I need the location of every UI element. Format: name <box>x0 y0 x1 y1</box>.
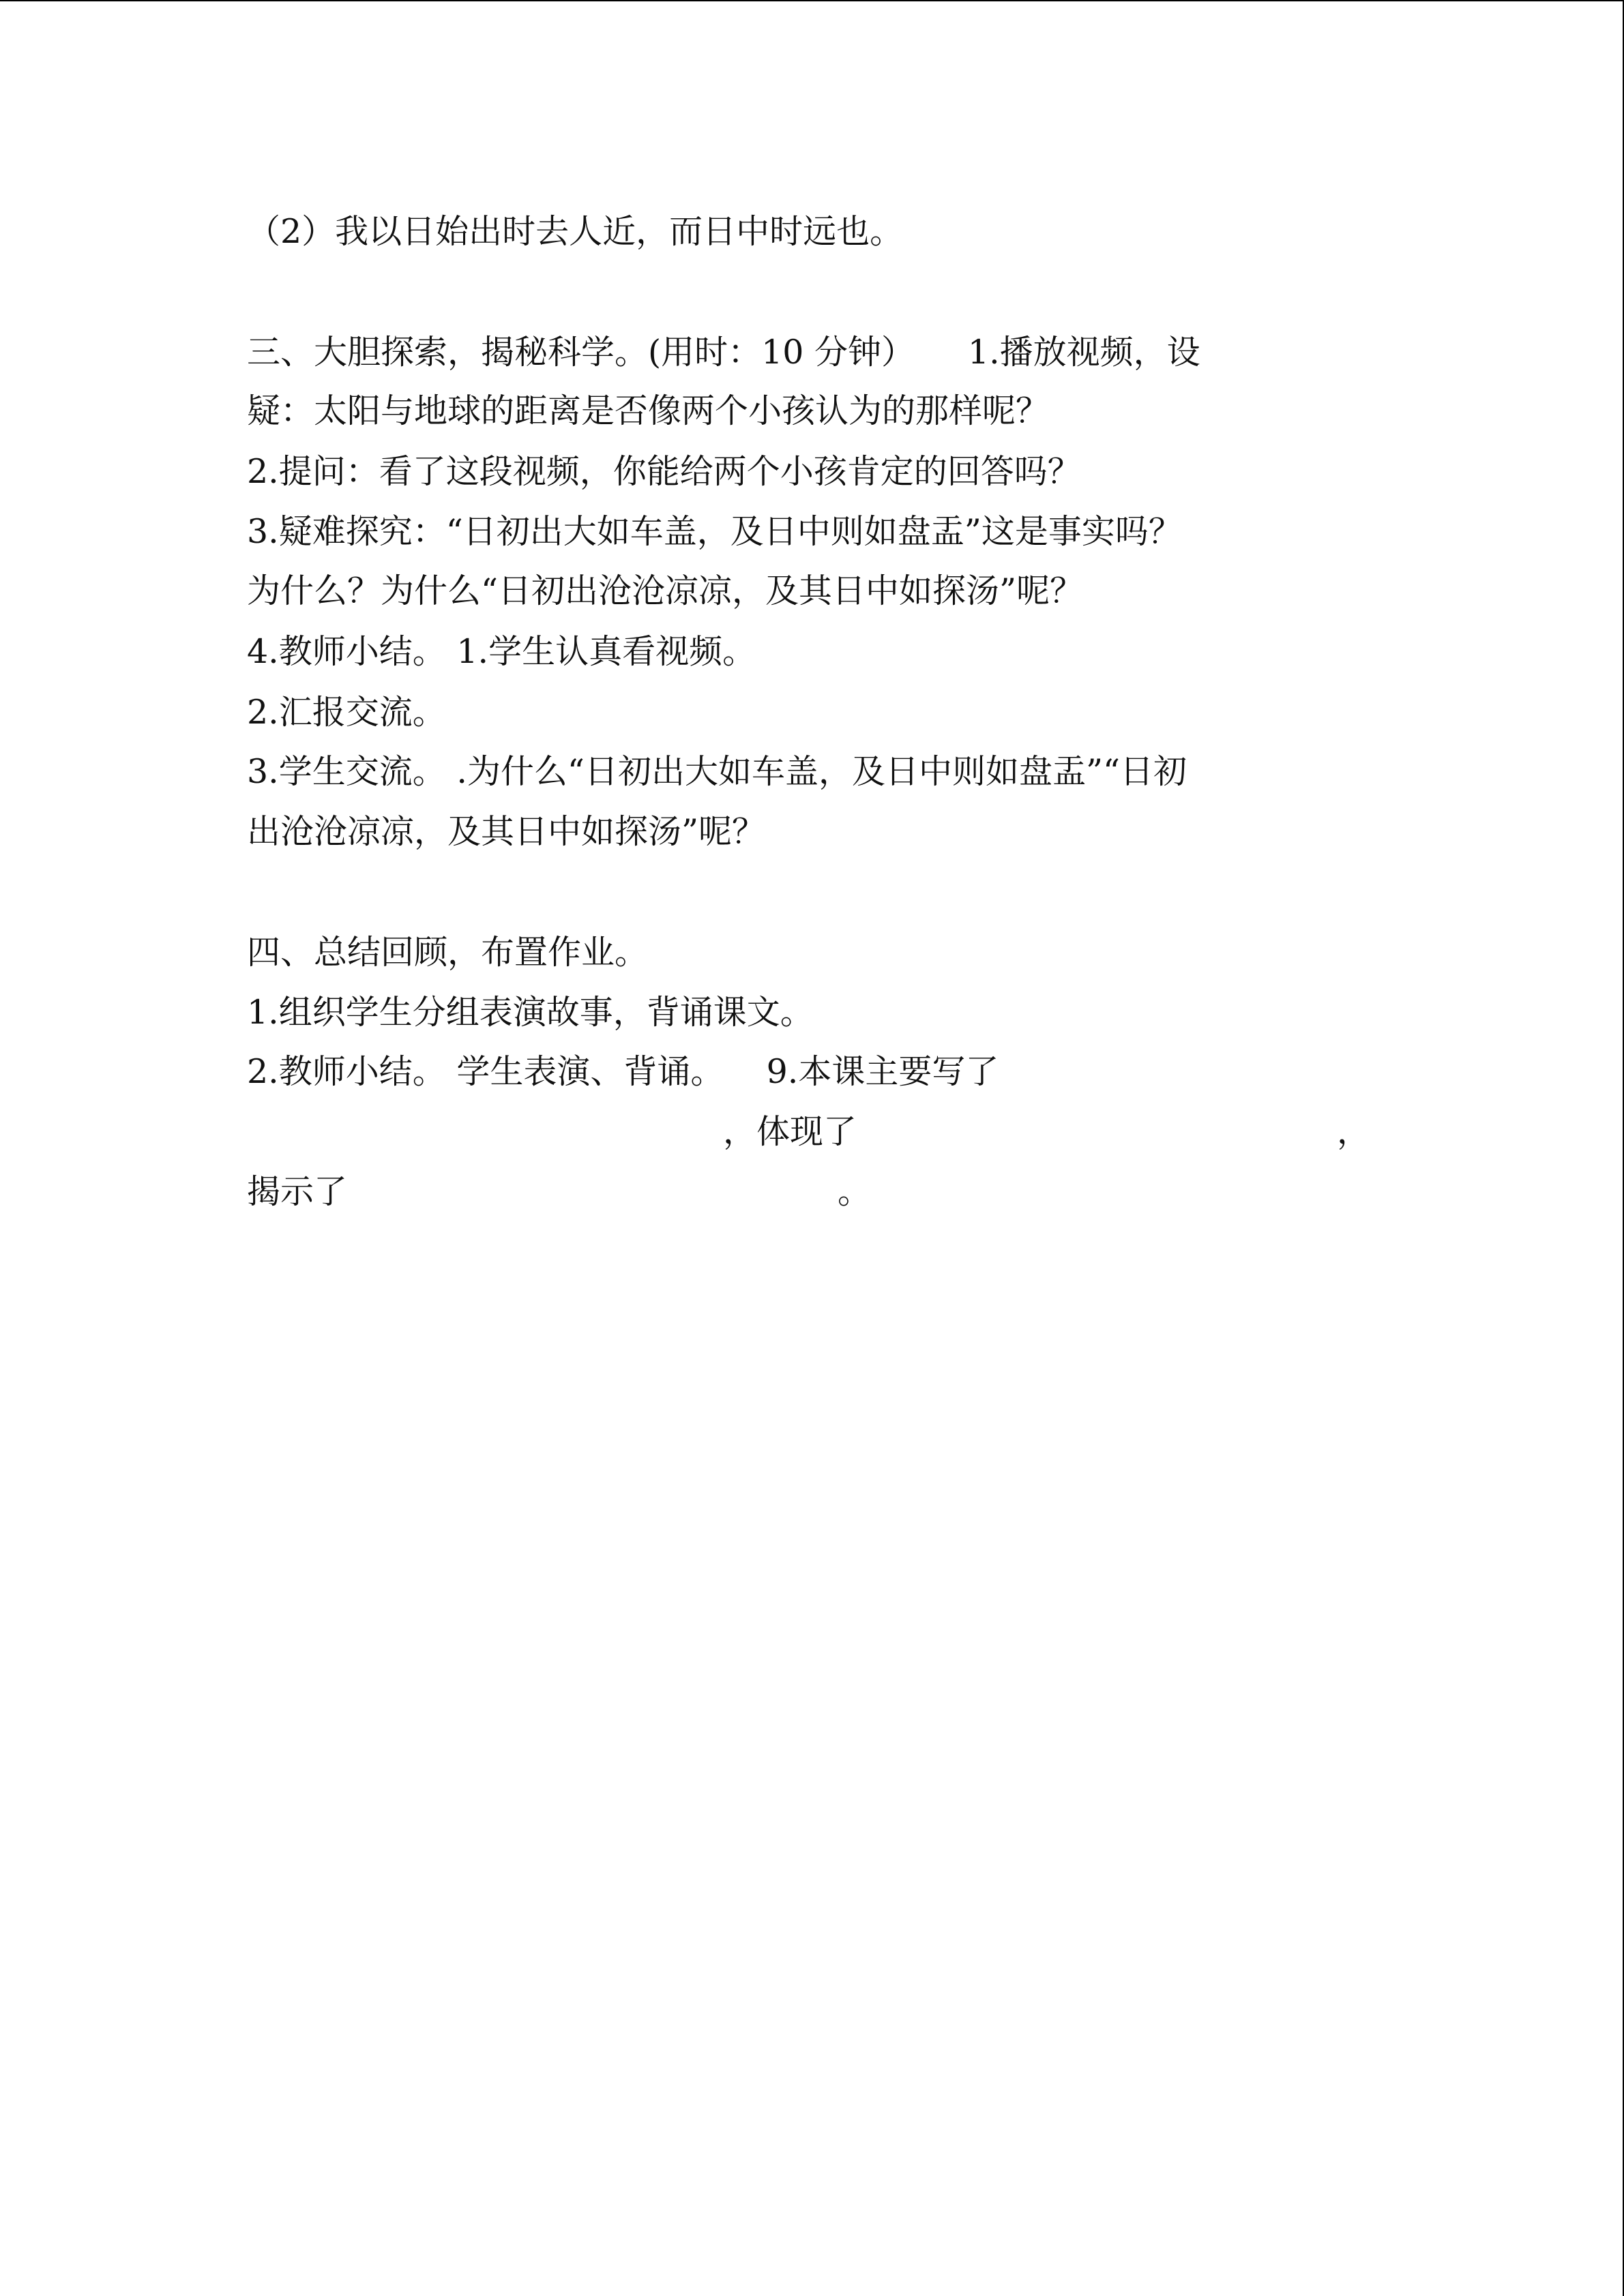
text-line: 。 <box>838 1172 872 1211</box>
text-line: 疑：太阳与地球的距离是否像两个小孩认为的那样呢？ <box>247 391 1050 430</box>
section-heading: 四、总结回顾，布置作业。 <box>247 933 649 972</box>
text-line: 2.汇报交流。 <box>247 693 446 732</box>
text-line: ， <box>1337 1112 1371 1151</box>
text-line: ，体现了 <box>723 1112 857 1151</box>
text-line: 出沧沧凉凉，及其日中如探汤”呢？ <box>247 812 766 851</box>
text-line: 4.教师小结。 1.学生认真看视频。 <box>247 632 756 671</box>
text-line: 揭示了 <box>247 1172 348 1211</box>
text-line: 3.学生交流。 .为什么“日初出大如车盖，及日中则如盘盂”“日初 <box>247 752 1187 791</box>
text-line: 2.教师小结。 学生表演、背诵。 9.本课主要写了 <box>247 1052 999 1091</box>
section-heading: 三、大胆探索，揭秘科学。(用时：10 分钟） 1.播放视频，设 <box>247 333 1200 372</box>
text-line: （2）我以日始出时去人近，而日中时远也。 <box>247 212 904 251</box>
text-line: 2.提问：看了这段视频，你能给两个小孩肯定的回答吗？ <box>247 452 1081 491</box>
text-line: 3.疑难探究：“日初出大如车盖，及日中则如盘盂”这是事实吗？ <box>247 512 1182 551</box>
text-line: 1.组织学生分组表演故事，背诵课文。 <box>247 993 814 1032</box>
text-line: 为什么？为什么“日初出沧沧凉凉，及其日中如探汤”呢？ <box>247 571 1084 610</box>
